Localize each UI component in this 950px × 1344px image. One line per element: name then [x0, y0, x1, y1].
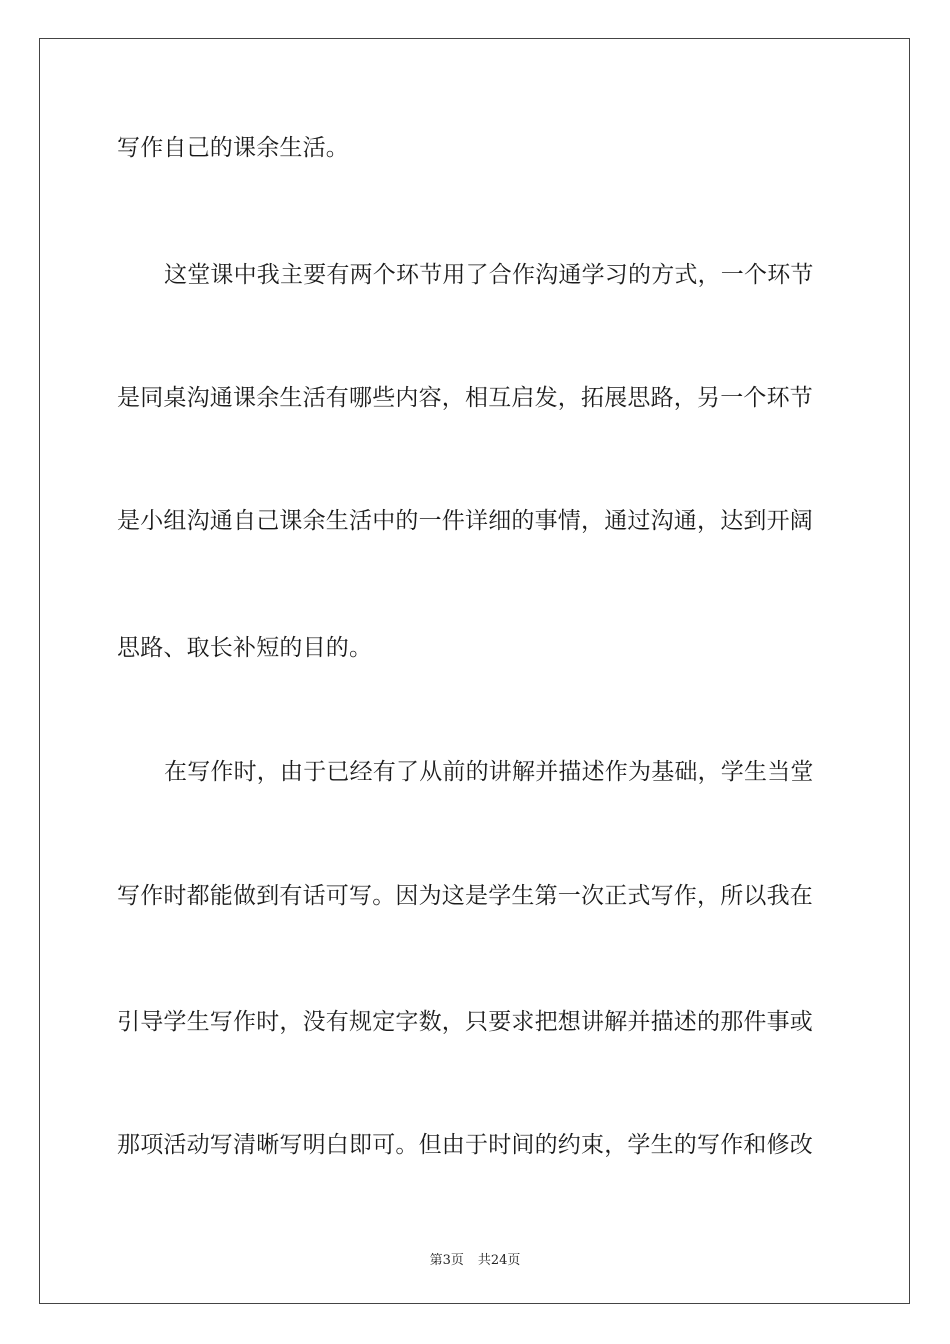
- text-line-4: 是小组沟通自己课余生活中的一件详细的事情，通过沟通，达到开阔: [117, 508, 813, 534]
- text-line-5: 思路、取长补短的目的。: [117, 635, 373, 661]
- text-line-9: 那项活动写清晰写明白即可。但由于时间的约束，学生的写作和修改: [117, 1132, 813, 1158]
- page-number: 第3页: [429, 1253, 464, 1268]
- text-line-3: 是同桌沟通课余生活有哪些内容，相互启发，拓展思路，另一个环节: [117, 385, 813, 411]
- page-total: 共24页: [477, 1253, 521, 1268]
- text-line-1: 写作自己的课余生活。: [117, 135, 349, 161]
- text-line-6: 在写作时，由于已经有了从前的讲解并描述作为基础，学生当堂: [164, 759, 814, 785]
- text-line-2: 这堂课中我主要有两个环节用了合作沟通学习的方式，一个环节: [164, 262, 814, 288]
- page-footer: [0, 1249, 950, 1268]
- text-line-7: 写作时都能做到有话可写。因为这是学生第一次正式写作，所以我在: [117, 883, 813, 909]
- page-border: [39, 38, 910, 1304]
- text-line-8: 引导学生写作时，没有规定字数，只要求把想讲解并描述的那件事或: [117, 1009, 813, 1035]
